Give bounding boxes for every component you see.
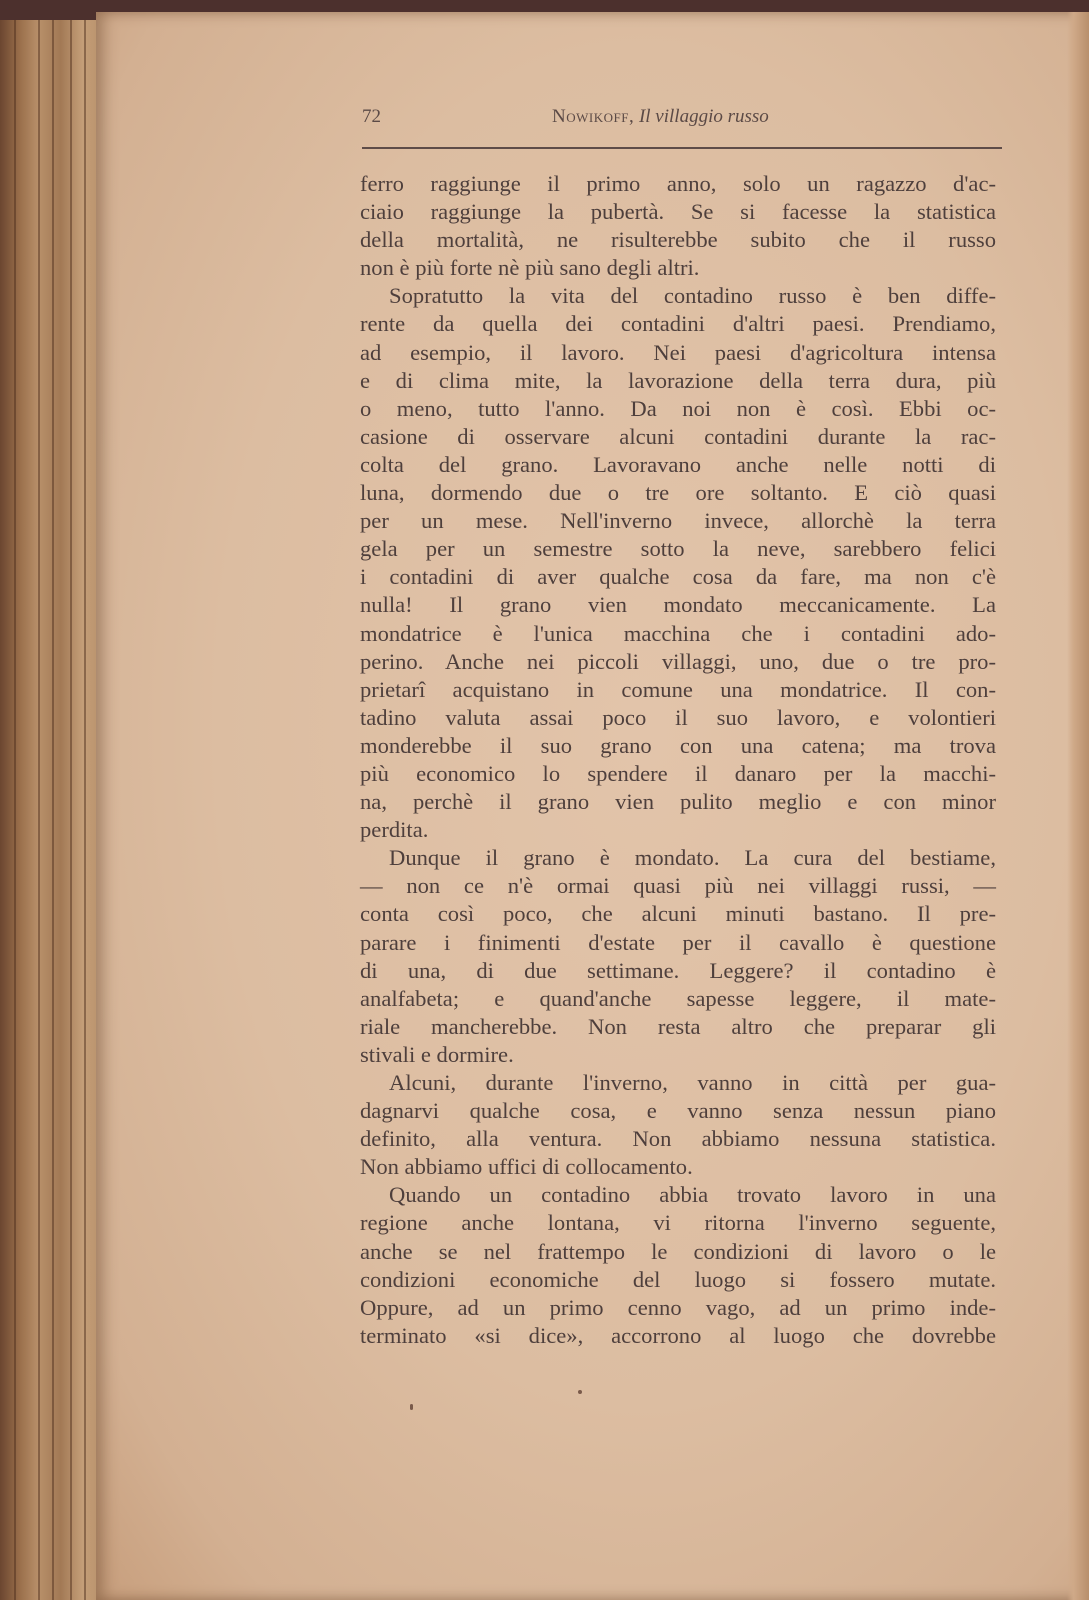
- text-line: Sopratutto la vita del contadino russo è ben diffe-: [389, 283, 996, 309]
- text-line: prietarî acquistano in comune una mondatrice. Il con-: [360, 676, 996, 702]
- text-line: monderebbe il suo grano con una catena; ma trova: [360, 732, 996, 758]
- text-line: per un mese. Nell'inverno invece, allorchè la terra: [360, 508, 996, 534]
- ink-speck: [578, 1390, 582, 1394]
- page-stack-edge: [0, 20, 110, 1600]
- body-text: [360, 170, 996, 1350]
- text-line: condizioni economiche del luogo si fossero mutate.: [360, 1266, 996, 1292]
- text-line: ad esempio, il lavoro. Nei paesi d'agricoltura intensa: [360, 339, 996, 365]
- text-line: Oppure, ad un primo cenno vago, ad un primo inde-: [360, 1294, 996, 1320]
- text-line: terminato «si dice», accorrono al luogo che dovrebbe: [360, 1322, 996, 1348]
- running-head: [552, 106, 769, 128]
- text-line: mondatrice è l'unica macchina che i contadini ado-: [360, 620, 996, 646]
- text-line: Dunque il grano è mondato. La cura del bestiame,: [389, 845, 996, 871]
- text-line: ferro raggiunge il primo anno, solo un ragazzo d'ac-: [360, 171, 996, 196]
- page-right-edge: [1067, 12, 1089, 1600]
- text-line: colta del grano. Lavoravano anche nelle notti di: [360, 451, 996, 477]
- text-line: ciaio raggiunge la pubertà. Se si facesse la statistica: [360, 199, 996, 225]
- text-line: tadino valuta assai poco il suo lavoro, e volontieri: [360, 704, 996, 730]
- text-line: na, perchè il grano vien pulito meglio e con minor: [360, 789, 996, 815]
- text-line: più economico lo spendere il danaro per la macchi-: [360, 760, 996, 786]
- text-line: conta così poco, che alcuni minuti bastano. Il pre-: [360, 901, 996, 927]
- text-line: analfabeta; e quand'anche sapesse leggere, il mate-: [360, 985, 996, 1011]
- text-line: di una, di due settimane. Leggere? il contadino è: [360, 957, 996, 983]
- text-line: stivali e dormire.: [360, 1041, 514, 1067]
- text-line: — non ce n'è ormai quasi più nei villaggi russi, —: [360, 873, 996, 899]
- text-line: regione anche lontana, vi ritorna l'inverno seguente,: [360, 1210, 996, 1236]
- text-line: i contadini di aver qualche cosa da fare, ma non c'è: [360, 564, 996, 590]
- text-line: Non abbiamo uffici di collocamento.: [360, 1154, 693, 1180]
- ink-speck: [410, 1404, 413, 1410]
- text-line: riale mancherebbe. Non resta altro che preparar gli: [360, 1013, 996, 1039]
- header-rule: [362, 147, 1002, 149]
- text-line: casione di osservare alcuni contadini durante la rac-: [360, 423, 996, 449]
- text-line: parare i finimenti d'estate per il cavallo è questione: [360, 929, 996, 955]
- text-line: dagnarvi qualche cosa, e vanno senza nessun piano: [360, 1098, 996, 1124]
- text-line: rente da quella dei contadini d'altri paesi. Prendiamo,: [360, 311, 996, 337]
- page-number: 72: [362, 106, 381, 127]
- text-line: e di clima mite, la lavorazione della terra dura, più: [360, 367, 996, 393]
- running-head-author: Nowikoff,: [552, 106, 635, 127]
- text-line: definito, alla ventura. Non abbiamo nessuna statistica.: [360, 1126, 996, 1152]
- text-line: Quando un contadino abbia trovato lavoro in una: [389, 1182, 996, 1208]
- text-line: Alcuni, durante l'inverno, vanno in città per gua-: [389, 1070, 996, 1095]
- text-line: perino. Anche nei piccoli villaggi, uno, due o tre pro-: [360, 648, 996, 674]
- text-line: non è più forte nè più sano degli altri.: [360, 255, 700, 281]
- running-head-title: Il villaggio russo: [638, 106, 769, 127]
- text-line: nulla! Il grano vien mondato meccanicamente. La: [360, 592, 996, 618]
- text-line: o meno, tutto l'anno. Da noi non è così. Ebbi oc-: [360, 395, 996, 421]
- text-line: della mortalità, ne risulterebbe subito che il russo: [360, 227, 996, 253]
- text-line: anche se nel frattempo le condizioni di lavoro o le: [360, 1238, 996, 1264]
- text-line: gela per un semestre sotto la neve, sarebbero felici: [360, 536, 996, 562]
- text-line: luna, dormendo due o tre ore soltanto. E ciò quasi: [360, 480, 996, 506]
- page-header: [362, 106, 1002, 136]
- text-line: perdita.: [360, 817, 429, 843]
